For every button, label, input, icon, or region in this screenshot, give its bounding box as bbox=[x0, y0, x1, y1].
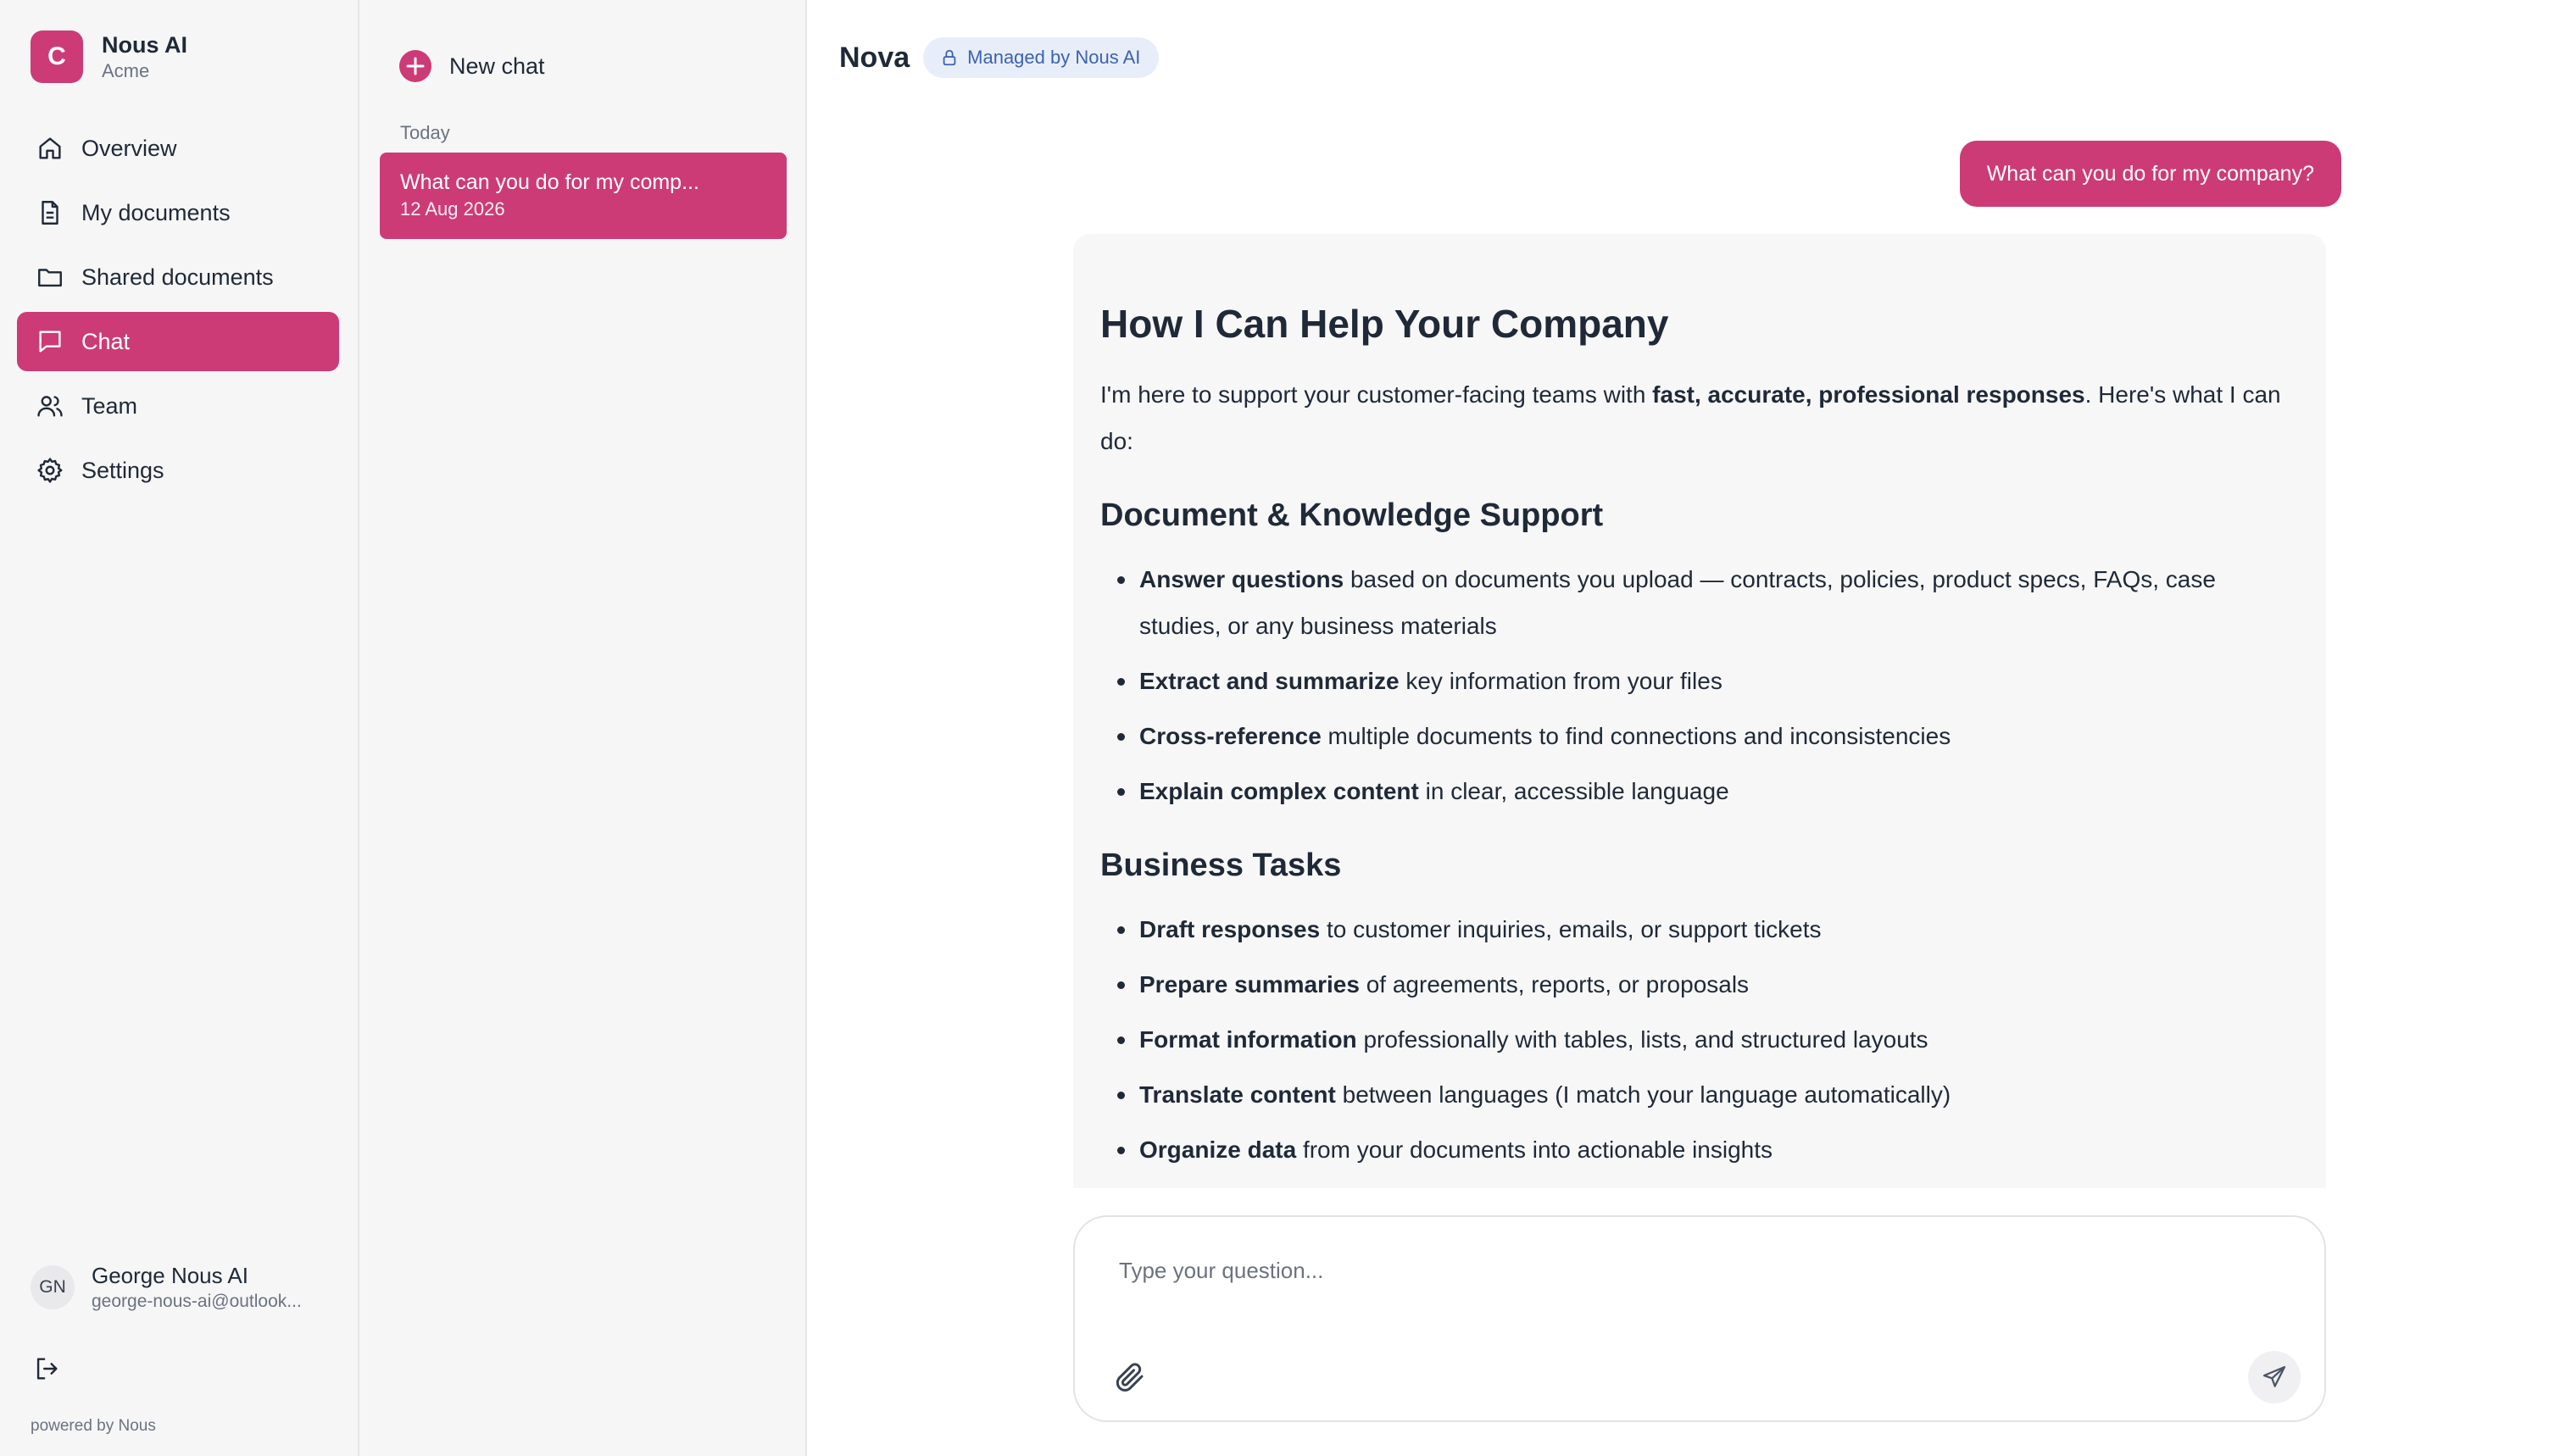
list-item bbox=[1112, 1071, 2301, 1118]
list-item-text: of agreements, reports, or proposals bbox=[1359, 971, 1750, 998]
section-list bbox=[1112, 906, 2301, 1173]
send-button[interactable] bbox=[2248, 1351, 2301, 1403]
brand-org: Acme bbox=[102, 60, 150, 81]
brand bbox=[31, 31, 187, 83]
chat-icon bbox=[36, 327, 64, 356]
list-item-bold: Explain complex content bbox=[1139, 778, 1419, 804]
user-message: What can you do for my company? bbox=[1960, 141, 2341, 207]
assistant-heading: How I Can Help Your Company bbox=[1100, 302, 1669, 346]
list-item-bold: Cross-reference bbox=[1139, 723, 1322, 749]
brand-text bbox=[102, 31, 187, 83]
list-item-bold: Format information bbox=[1139, 1026, 1357, 1053]
list-item-bold: Organize data bbox=[1139, 1136, 1297, 1163]
new-chat-label: New chat bbox=[449, 53, 545, 79]
list-item-bold: Draft responses bbox=[1139, 916, 1321, 942]
sidebar-item-shared-documents[interactable] bbox=[17, 247, 339, 307]
sidebar-item-label: Overview bbox=[81, 135, 177, 161]
list-item-text: between languages (I match your language automatically) bbox=[1335, 1081, 1951, 1108]
powered-by: powered by Nous bbox=[31, 1417, 156, 1435]
question-input[interactable] bbox=[1119, 1258, 2221, 1309]
list-item-bold: Translate content bbox=[1139, 1081, 1336, 1108]
list-item-text: based on documents you upload — contracts, policies, product specs, FAQs, case studies, or any business materials bbox=[1139, 566, 2216, 639]
list-item-text: professionally with tables, lists, and structured layouts bbox=[1356, 1026, 1928, 1053]
sidebar-item-settings[interactable] bbox=[17, 441, 339, 500]
sidebar-item-my-documents[interactable] bbox=[17, 183, 339, 242]
sidebar-item-label: Settings bbox=[81, 457, 164, 483]
new-chat-button[interactable] bbox=[398, 49, 545, 83]
sidebar-item-chat[interactable] bbox=[17, 312, 339, 371]
list-item-text: in clear, accessible language bbox=[1418, 778, 1729, 804]
sidebar-item-label: Shared documents bbox=[81, 264, 274, 290]
section-heading: Business Tasks bbox=[1100, 847, 1342, 883]
document-icon bbox=[36, 198, 64, 227]
sidebar-item-label: My documents bbox=[81, 199, 231, 225]
list-item bbox=[1112, 961, 2301, 1008]
sidebar-item-label: Chat bbox=[81, 328, 131, 354]
list-item bbox=[1112, 1016, 2301, 1063]
send-icon bbox=[2261, 1364, 2288, 1391]
gear-icon bbox=[36, 456, 64, 485]
list-item-text: key information from your files bbox=[1399, 668, 1722, 694]
sidebar-item-team[interactable] bbox=[17, 376, 339, 436]
list-item bbox=[1112, 768, 2301, 814]
intro-text-end: . Here's what I can do: bbox=[1100, 381, 2281, 454]
avatar: GN bbox=[31, 1265, 75, 1309]
chat-history-date: 12 Aug 2026 bbox=[400, 198, 505, 220]
history-group-label: Today bbox=[400, 122, 450, 143]
sidebar-nav bbox=[17, 119, 339, 505]
managed-badge bbox=[923, 37, 1159, 78]
chat-history-title: What can you do for my comp... bbox=[400, 170, 699, 194]
assistant-intro bbox=[1100, 371, 2301, 464]
list-item bbox=[1112, 658, 2301, 704]
chat-history-item[interactable] bbox=[380, 153, 787, 239]
intro-text: I'm here to support your customer-facing teams with bbox=[1100, 381, 1653, 408]
home-icon bbox=[36, 134, 64, 163]
paperclip-icon[interactable] bbox=[1112, 1359, 1148, 1395]
model-name: Nova bbox=[839, 41, 910, 74]
assistant-message bbox=[1073, 234, 2326, 1188]
lock-icon bbox=[940, 48, 959, 67]
list-item-bold: Extract and summarize bbox=[1139, 668, 1400, 694]
list-item bbox=[1112, 906, 2301, 953]
brand-name: Nous AI bbox=[102, 32, 187, 58]
managed-badge-label: Managed by Nous AI bbox=[967, 47, 1141, 68]
user-email: george-nous-ai@outlook... bbox=[92, 1292, 302, 1311]
list-item-text: from your documents into actionable insights bbox=[1296, 1136, 1773, 1163]
folder-icon bbox=[36, 263, 64, 292]
chat-main bbox=[807, 0, 2560, 1456]
intro-bold: fast, accurate, professional responses bbox=[1652, 381, 2085, 408]
list-item bbox=[1112, 713, 2301, 759]
plus-circle-icon bbox=[398, 49, 432, 83]
sidebar-item-label: Team bbox=[81, 392, 138, 419]
section-list bbox=[1112, 556, 2301, 814]
logout-icon[interactable] bbox=[32, 1354, 61, 1383]
user-profile[interactable] bbox=[31, 1261, 302, 1314]
list-item bbox=[1112, 1126, 2301, 1173]
sidebar-item-overview[interactable] bbox=[17, 119, 339, 178]
user-text bbox=[92, 1261, 302, 1314]
list-item-text: to customer inquiries, emails, or support tickets bbox=[1320, 916, 1822, 942]
workspace-avatar[interactable]: C bbox=[31, 31, 83, 83]
sidebar bbox=[0, 0, 359, 1456]
list-item-bold: Prepare summaries bbox=[1139, 971, 1360, 998]
message-composer bbox=[1073, 1215, 2326, 1422]
list-item-text: multiple documents to find connections and inconsistencies bbox=[1321, 723, 1951, 749]
section-heading: Document & Knowledge Support bbox=[1100, 497, 1604, 533]
chat-header bbox=[839, 37, 1159, 78]
users-icon bbox=[36, 392, 64, 420]
list-item bbox=[1112, 556, 2301, 649]
chat-history-panel bbox=[359, 0, 807, 1456]
list-item-bold: Answer questions bbox=[1139, 566, 1344, 592]
user-name: George Nous AI bbox=[92, 1263, 248, 1288]
